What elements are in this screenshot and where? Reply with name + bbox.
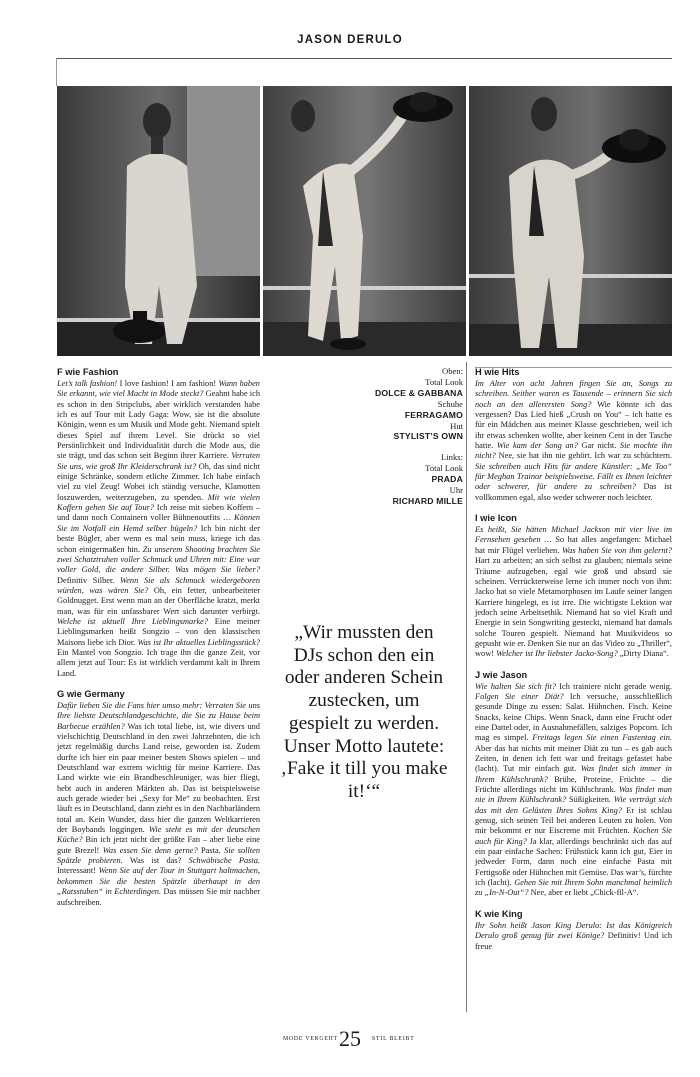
section-i-body: Es heißt, Sie hätten Michael Jackson mit vier live im Fernsehen gesehen … So hat alles angefangen: Michael hat mir Flügel verliehen. Was haben Sie von ihm gelernt? Hart zu arbeiten; an sich selbst zu glauben; niemals seine Träume aufzugeben, egal wie groß und absurd sie scheinen. Verrückterweise lerne ich immer noch von ihm: Jacko hat so viele Metamorphosen im Laufe seiner langen Karriere hingelegt, es ist irre. Die wichtigste Lektion war jedoch seine Arbeitsethik. Niemand hat so viel Kraft und Energie in sein Songwriting gesteckt, niemand hat damals solche Touren gespielt. Niemand hat Musikvideos so gepusht wie er. Denken Sie nur an das Video zu „Thriller“, wow! Welcher ist Ihr liebster Jacko-Song? „Dirty Diana“. bbox=[475, 525, 672, 659]
photo-middle bbox=[263, 86, 466, 356]
section-f-fashion bbox=[57, 366, 260, 679]
section-k-king bbox=[475, 908, 672, 952]
section-k-title: K wie King bbox=[475, 908, 523, 919]
section-h-hits bbox=[475, 366, 672, 503]
section-f-body: Let’s talk fashion! I love fashion! I am fashion! Wann haben Sie erkannt, wie viel Macht in Mode steckt? Geahnt habe ich es schon in den Stripclubs, aber wirklich verstanden habe ich es auf Tour mit Lady Gaga: Wow, sie ist die absolute Königin, wenn es um Musik und Mode geht. Niemand spielt dieses Spiel auf ihrem Level. Sie drückt so viel Persönlichkeit und Individualität durch die Mode aus, die sie trägt, und das schon seit Beginn ihrer Karriere. Verraten Sie uns, wie groß Ihr Kleiderschrank ist? Oh, das sind nicht einige Schränke, sondern etliche Zimmer. Ich habe einfach viel zu viel Zeug! Wobei ich ständig versuche, Klamotten loszuwerden, weiterzugeben, zu spenden. Mit wie vielen Koffern gehen Sie auf Tour? Ich reise mit sieben Koffern – und dann noch Containern voller Bühnenoutfits … Können Sie im Notfall ein Hemd selber bügeln? Ich bin nicht der beste Bügler, aber wenn es mal sein muss, kriege ich das schon einigermaßen hin. Zu unserem Shooting brachten Sie zwei Schatztruhen voller Schmuck und Uhren mit: Eine war voller Gold, die andere Silber. Was mögen Sie lieber? Definitiv Silber. Wenn Sie als Schmuck wiedergeboren würden, was wären Sie? Oh, ein fetter, unbearbeiteter Goldnugget. Erst wenn man an der Oberfläche kratzt, merkt man, was für ein unfassbarer Wert sich darunter verbirgt. Welche ist aktuell Ihre Lieblingsmarke? Eine meiner Lieblingsmarken heißt Songzio – von den klassischen Maisons liebe ich Dior. Was ist Ihr aktuelles Lieblingsstück? Ein Mantel von Songzio. Ich trage ihn die ganze Zeit, vor allem jetzt auf Tour: Es ist wirklich verdammt kalt in Ihrem Land. bbox=[57, 379, 261, 678]
section-f-title: F wie Fashion bbox=[57, 367, 119, 377]
page-number: 25 bbox=[339, 1026, 361, 1051]
credits-brand-stylists-own: STYLIST’S OWN bbox=[393, 431, 463, 442]
section-g-germany bbox=[57, 688, 260, 908]
right-column bbox=[475, 366, 672, 961]
section-g-title: G wie Germany bbox=[57, 688, 125, 699]
page-header-title: JASON DERULO bbox=[297, 34, 403, 46]
section-j-jason bbox=[475, 669, 672, 899]
credits-links-watch: Uhr bbox=[449, 485, 463, 496]
credits-brand-ferragamo: FERRAGAMO bbox=[404, 409, 463, 420]
section-i-icon bbox=[475, 512, 672, 659]
section-j-body: Wie halten Sie sich fit? Ich trainiere nicht gerade wenig. Folgen Sie einer Diät? Ich versuche, ausschließlich gesunde Dinge zu essen: Salat. Hühnchen. Fisch. Keine Snacks, keine Chips. Wenn Snack, dann eine Frucht oder eine Dattel oder, in Ausnahmefällen, salziges Popcorn. Ich mag es simpel. Freitags legen Sie einen Fastentag ein. Aber das hat nichts mit meiner Diät zu tun – es gab auch Zeiten, in denen ich fett war und freitags gefastet habe (lacht). Tut mir einfach gut. Was findet sich immer in Ihrem Kühlschrank? Brühe, Proteine, Früchte – die Früchte allerdings nicht im Kühlschrank. Was findet man nie in Ihrem Kühlschrank? Süßigkeiten. Wie verträgt sich das mit den Gelüsten Ihres Sohns King? Er ist schlau genug, sich seinen Teil bei anderen Leuten zu holen. Von mir bekommt er nur Eiscreme mit Früchten. Kochen Sie auch für King? Ja klar, allerdings beschränkt sich das auf ein paar einfache Sachen: Frühstück kann ich gut, Eier in jedweder Form, dann noch eine einfache Pasta mit Fertigsoße oder Hühnchen mit Gemüse. Das war’s, fürchte ich (lacht). Gehen Sie mit Ihrem Sohn manchmal heimlich zu „In-N-Out“? Nee, aber er liebt „Chick-fil-A“. bbox=[475, 681, 672, 898]
credits-links-label: Links: bbox=[441, 452, 463, 463]
page-footer bbox=[0, 1028, 700, 1058]
credits-oben-hat: Hut bbox=[450, 420, 463, 431]
header-rule bbox=[56, 58, 672, 59]
section-h-body: Im Alter von acht Jahren fingen Sie an, Songs zu schreiben. Seither waren es Tausende – erinnern Sie sich noch an den allerersten Song? Wie könnte ich das vergessen? Das Lied hieß „Crush on You“ – ich hatte es für ein Mädchen aus meiner Klasse geschrieben, weil ich ihr etwas schenken wollte, aber keinen Cent in der Tasche hatte. Wie kam der Song an? Gar nicht. Sie mochte ihn nicht? Nee, sie hat ihn nie gehört. Ich war zu schüchtern. Sie schreiben auch Hits für andere Künstler: „Me Too“ für Meghan Trainor beispielsweise. Fällt es Ihnen leichter oder schwerer, für andere zu schreiben? Das ist vollkommen egal, also weder schwerer noch leichter. bbox=[475, 379, 672, 502]
section-g-body: Dafür lieben Sie die Fans hier umso mehr: Verraten Sie uns Ihre liebste Deutschlandgeschichte, die Sie zu Hause beim Barbecue erzählen? Was ich total liebe, ist, wie divers und vielschichtig Deutschland in den zwei Jahrzehnten, die ich jetzt regelmäßig durchs Land reise, geworden ist. Zudem durfte ich hier ein paar meiner besten Shows spielen – und Deutschland war extrem wichtig für meine Karriere. Das Land wirkte wie ein Brandbeschleuniger, was hier fliegt, hebt auch in anderen Märkten ab. Das ist beispielsweise auch gerade wieder bei „Sexy for Me“ zu beobachten. Erst läuft es in Deutschland, dann zieht es in den Nachbarländern total an. Kein Wunder, dass hier die ganzen Weltkarrieren der Boybands loggingen. Wie steht es mit der deutschen Küche? Bin ich jetzt nicht der größte Fan – aber liebe eine gute Brezel! Was essen Sie denn gerne? Pasta. Sie sollten Spätzle probieren. Was ist das? Schwäbische Pasta. Interessant! Wenn Sie auf der Tour in Stuttgart haltmachen, bekommen Sie die besten Spätzle überhaupt in den „Ratsstuben“ in Echterdingen. Das müssen Sie mir nachher aufschreiben. bbox=[57, 700, 261, 907]
left-column bbox=[57, 366, 260, 917]
section-k-body: Ihr Sohn heißt Jason King Derulo: Ist das Königreich Derulo groß genug für zwei Könige? Definitiv! Und ich freue bbox=[475, 920, 672, 951]
pull-quote: „Wir mussten den DJs schon den ein oder anderen Schein zustecken, um gespielt zu werden. Unser Motto lautete: ‚Fake it till you make it!‘“ bbox=[280, 622, 448, 802]
credits-brand-prada: PRADA bbox=[431, 474, 463, 485]
section-i-title: I wie Icon bbox=[475, 513, 517, 524]
left-edge-rule bbox=[56, 58, 57, 86]
photo-credits bbox=[337, 366, 463, 507]
section-h-title: H wie Hits bbox=[475, 367, 520, 377]
credits-oben-label: Oben: bbox=[441, 366, 463, 376]
credits-oben-shoes: Schuhe bbox=[437, 398, 463, 409]
photo-left bbox=[57, 86, 260, 356]
credits-brand-richard-mille: RICHARD MILLE bbox=[392, 495, 463, 506]
column-divider-right bbox=[466, 362, 467, 1012]
credits-links-total: Total Look bbox=[425, 463, 463, 474]
photo-right bbox=[469, 86, 672, 356]
footer-right-text: STIL BLEIBT bbox=[372, 1036, 415, 1042]
credits-brand-dolce-gabbana: DOLCE & GABBANA bbox=[375, 387, 463, 398]
credits-oben-total: Total Look bbox=[425, 376, 463, 387]
section-j-title: J wie Jason bbox=[475, 669, 528, 680]
footer-left-text: MODE VERGEHT bbox=[282, 1036, 338, 1042]
